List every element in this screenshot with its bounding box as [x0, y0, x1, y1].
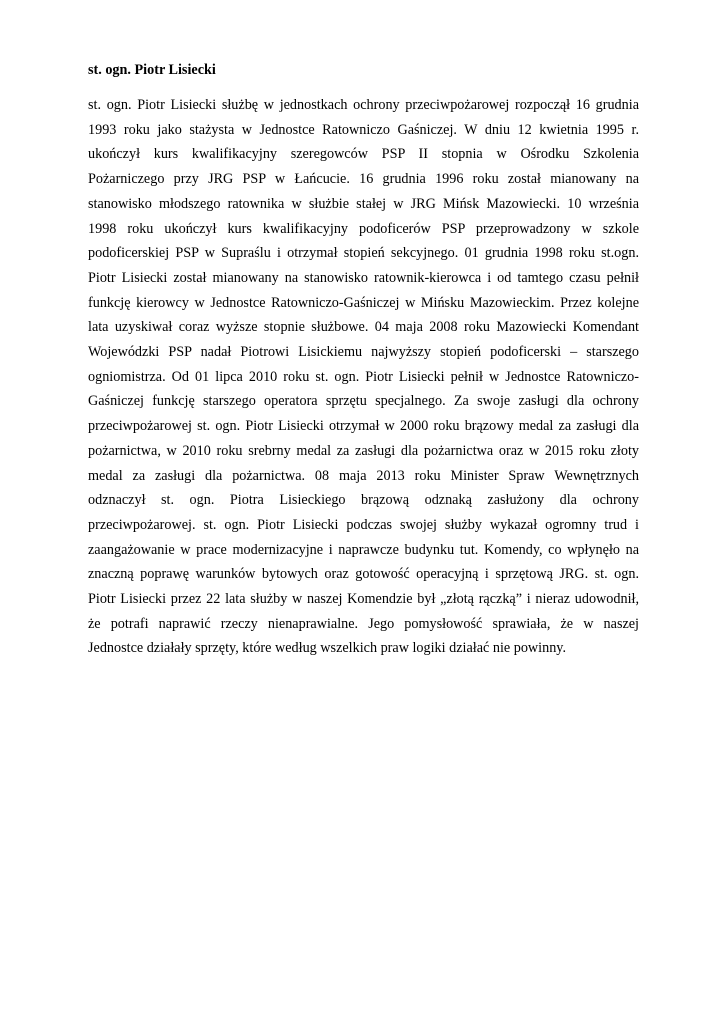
paragraph-line: podoficerskiej PSP w Supraślu i otrzymał stopień sekcyjnego. 01 grudnia 1998 roku st.ogn.: [88, 245, 639, 262]
paragraph-line: Piotr Lisiecki został mianowany na stanowisko ratownik-kierowca i od tamtego czasu pełnił: [88, 269, 639, 286]
paragraph-line: funkcję kierowcy w Jednostce Ratowniczo-Gaśniczej w Mińsku Mazowieckim. Przez kolejne: [88, 294, 639, 311]
paragraph-line: znaczną poprawę warunków bytowych oraz gotowość operacyjną i sprzętową JRG. st. ogn.: [88, 566, 639, 583]
paragraph-line: Gaśniczej funkcję starszego operatora sprzętu specjalnego. Za swoje zasługi dla ochrony: [88, 393, 639, 410]
paragraph-line: Jednostce działały sprzęty, które według wszelkich praw logiki działać nie powinny.: [88, 640, 567, 657]
paragraph-line: przeciwpożarowej st. ogn. Piotr Lisiecki otrzymał w 2000 roku brązowy medal za zasługi dla: [88, 418, 639, 435]
paragraph-line: pożarnictwa, w 2010 roku srebrny medal za zasługi dla pożarnictwa oraz w 2015 roku złoty: [88, 442, 639, 459]
paragraph-line: 1993 roku jako stażysta w Jednostce Ratowniczo Gaśniczej. W dniu 12 kwietnia 1995 r.: [88, 121, 639, 138]
biography-paragraph: [88, 93, 639, 661]
paragraph-line: ogniomistrza. Od 01 lipca 2010 roku st. ogn. Piotr Lisiecki pełnił w Jednostce Ratowniczo-: [88, 368, 639, 385]
paragraph-line: stanowisko młodszego ratownika w służbie stałej w JRG Mińsk Mazowiecki. 10 września: [88, 195, 639, 212]
paragraph-line: medal za zasługi dla pożarnictwa. 08 maja 2013 roku Minister Spraw Wewnętrznych: [88, 467, 639, 484]
paragraph-line: zaangażowanie w prace modernizacyjne i naprawcze budynku tut. Komendy, co wpłynęło na: [88, 541, 639, 558]
paragraph-line: Piotr Lisiecki przez 22 lata służby w naszej Komendzie był „złotą rączką” i nieraz udowodnił,: [88, 591, 639, 608]
paragraph-line: przeciwpożarowej. st. ogn. Piotr Lisiecki podczas swojej służby wykazał ogromny trud i: [88, 516, 639, 533]
paragraph-line: Wojewódzki PSP nadał Piotrowi Lisickiemu najwyższy stopień podoficerski – starszego: [88, 344, 639, 361]
paragraph-line: ukończył kurs kwalifikacyjny szeregowców PSP II stopnia w Ośrodku Szkolenia: [88, 146, 639, 163]
document-title: st. ogn. Piotr Lisiecki: [88, 62, 216, 78]
paragraph-line: odznaczył st. ogn. Piotra Lisieckiego brązową odznaką zasłużony dla ochrony: [88, 492, 639, 509]
document-page: [88, 59, 639, 661]
paragraph-line: 1998 roku ukończył kurs kwalifikacyjny podoficerów PSP przeprowadzony w szkole: [88, 220, 639, 237]
paragraph-line: że potrafi naprawić rzeczy nienaprawialne. Jego pomysłowość sprawiała, że w naszej: [88, 615, 639, 632]
paragraph-line: st. ogn. Piotr Lisiecki służbę w jednostkach ochrony przeciwpożarowej rozpoczął 16 grudnia: [88, 97, 639, 113]
paragraph-line: lata uzyskiwał coraz wyższe stopnie służbowe. 04 maja 2008 roku Mazowiecki Komendant: [88, 319, 639, 336]
paragraph-line: Pożarniczego przy JRG PSP w Łańcucie. 16 grudnia 1996 roku został mianowany na: [88, 171, 639, 188]
